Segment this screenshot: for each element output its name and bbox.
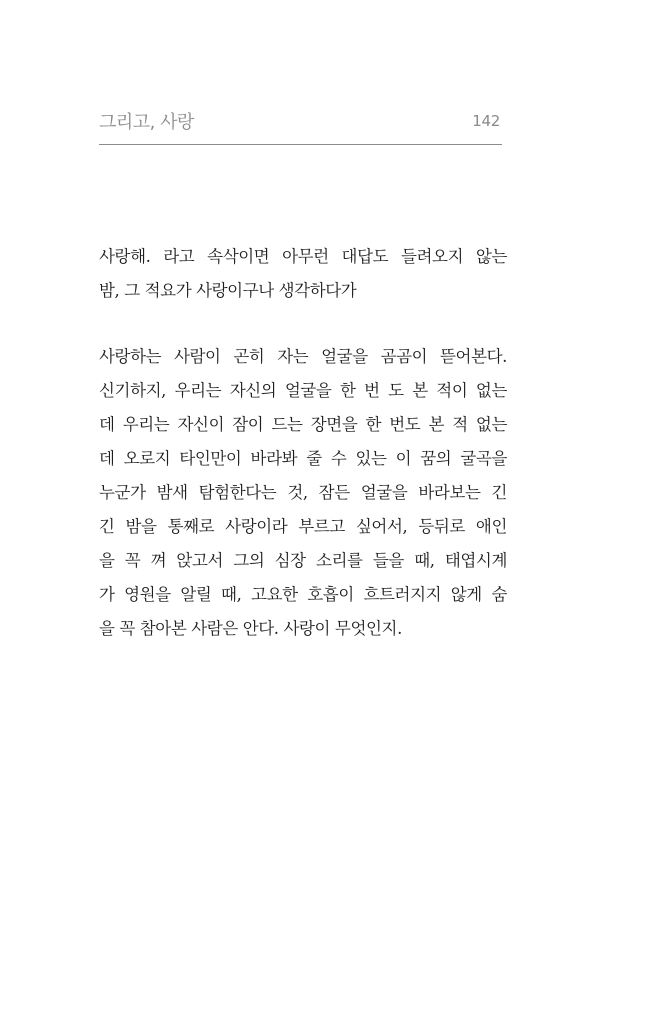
- text-line: 데 우리는 자신이 잠이 드는 장면을 한 번도 본 적 없는: [99, 415, 507, 434]
- text-line: 가 영원을 알릴 때, 고요한 호흡이 흐트러지지 않게 숨: [99, 585, 507, 604]
- text-line: 밤, 그 적요가 사랑이구나 생각하다가: [99, 281, 357, 300]
- text-line: 사랑해. 라고 속삭이면 아무런 대답도 들려오지 않는: [99, 247, 507, 266]
- text-line: 데 오로지 타인만이 바라봐 줄 수 있는 이 꿈의 굴곡을: [99, 449, 507, 468]
- text-line: 사랑하는 사람이 곤히 자는 얼굴을 곰곰이 뜯어본다.: [99, 347, 507, 366]
- header-divider: [99, 144, 502, 145]
- text-line: 누군가 밤새 탐험한다는 것, 잠든 얼굴을 바라보는 긴: [99, 483, 507, 502]
- running-header: [99, 108, 502, 134]
- text-line: 긴 밤을 통째로 사랑이라 부르고 싶어서, 등뒤로 애인: [99, 517, 507, 536]
- text-line: 을 꼭 껴 앉고서 그의 심장 소리를 들을 때, 태엽시계: [99, 551, 507, 570]
- paragraph-2: [99, 342, 507, 648]
- text-line: 을 꼭 참아본 사람은 안다. 사랑이 무엇인지.: [99, 619, 402, 638]
- text-line: 신기하지, 우리는 자신의 얼굴을 한 번 도 본 적이 없는: [99, 381, 507, 400]
- chapter-title: 그리고, 사랑: [99, 112, 194, 133]
- page-number: 142: [472, 112, 500, 130]
- paragraph-1: [99, 242, 507, 310]
- body-text: [99, 242, 507, 648]
